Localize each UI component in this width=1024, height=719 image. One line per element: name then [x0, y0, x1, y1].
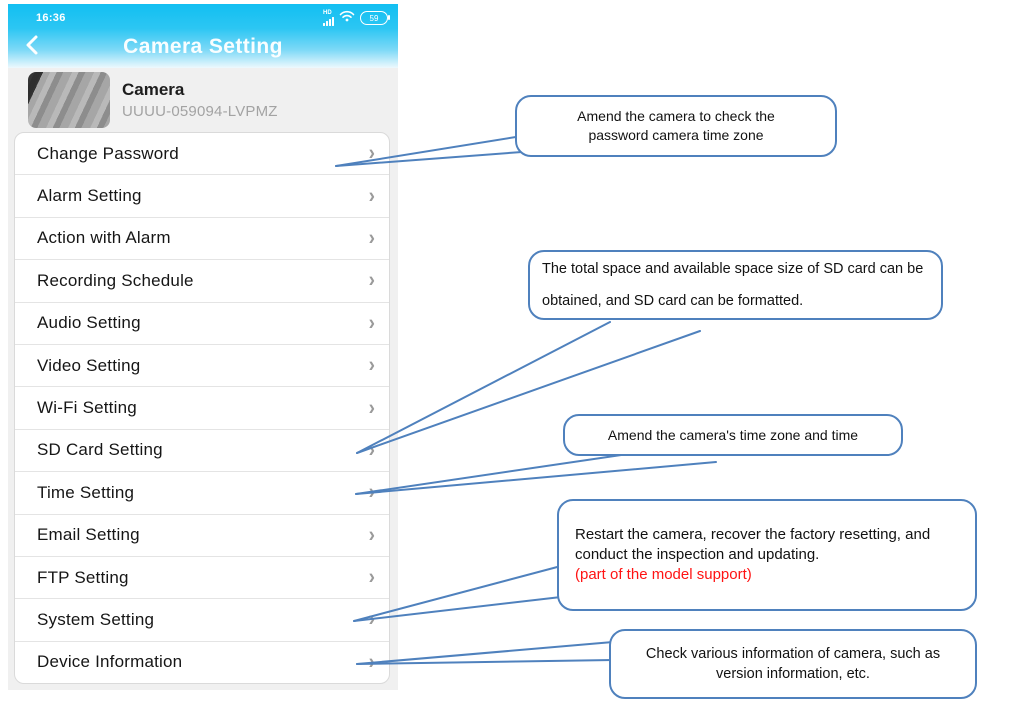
chevron-right-icon: › [368, 608, 375, 632]
menu-item-ftp-setting[interactable]: FTP Setting › [15, 557, 389, 599]
wifi-icon [339, 9, 355, 27]
menu-item-system-setting[interactable]: System Setting › [15, 599, 389, 641]
menu-item-action-with-alarm[interactable]: Action with Alarm › [15, 218, 389, 260]
callout-text: Check various information of camera, such as version information, etc. [645, 645, 941, 682]
chevron-right-icon: › [368, 142, 375, 166]
chevron-right-icon: › [368, 226, 375, 251]
menu-item-change-password[interactable]: Change Password › [15, 133, 389, 175]
camera-name: Camera [122, 80, 185, 99]
chevron-right-icon: › [368, 269, 375, 293]
callout-change-password [515, 95, 837, 157]
app-header [8, 4, 398, 68]
status-bar [8, 8, 398, 28]
callout-text: The total space and available space size of SD card can be obtained, and SD card can be formatted. [542, 261, 924, 309]
back-button[interactable] [20, 32, 46, 58]
status-time: 16:36 [36, 12, 66, 24]
hd-network-label: HD [323, 10, 332, 16]
chevron-right-icon: › [368, 184, 375, 208]
signal-strength-icon [323, 10, 334, 26]
camera-uid: UUUU-059094-LVPMZ [122, 103, 278, 120]
menu-item-audio-setting[interactable]: Audio Setting › [15, 303, 389, 345]
chevron-right-icon: › [368, 396, 375, 420]
callout-system-setting [557, 499, 977, 611]
chevron-right-icon: › [368, 311, 375, 335]
nav-bar [8, 30, 398, 64]
page-title: Camera Setting [123, 35, 283, 58]
battery-icon: 59 [360, 11, 388, 25]
chevron-right-icon: › [368, 650, 375, 674]
menu-item-device-information[interactable]: Device Information › [37, 650, 375, 674]
menu-item-time-setting[interactable]: Time Setting › [15, 472, 389, 514]
menu-item-sd-card-setting[interactable]: SD Card Setting › [15, 430, 389, 472]
menu-item-video-setting[interactable]: Video Setting › [15, 345, 389, 387]
menu-item-wifi-setting[interactable]: Wi-Fi Setting › [15, 387, 389, 429]
callout-text: Amend the camera to check the password camera time zone [577, 108, 775, 143]
callout-time-setting [563, 414, 903, 456]
callout-sd-card [528, 250, 943, 320]
chevron-right-icon: › [368, 523, 375, 547]
menu-item-email-setting[interactable]: Email Setting › [15, 515, 389, 557]
callout-device-information [609, 629, 977, 699]
settings-menu [14, 132, 390, 684]
chevron-right-icon: › [368, 438, 375, 462]
chevron-right-icon: › [368, 566, 375, 590]
camera-info-row [8, 68, 398, 132]
chevron-right-icon: › [368, 354, 375, 378]
menu-item-alarm-setting[interactable]: Alarm Setting › [15, 175, 389, 217]
menu-item-recording-schedule[interactable]: Recording Schedule › [15, 260, 389, 302]
callout-text: Amend the camera's time zone and time [607, 427, 859, 443]
chevron-right-icon: › [368, 481, 375, 505]
camera-thumbnail [28, 72, 110, 128]
callout-note-red: (part of the model support) [575, 566, 752, 584]
callout-text: Restart the camera, recover the factory resetting, and conduct the inspection and updating. [575, 525, 931, 563]
phone-screenshot [8, 4, 398, 690]
